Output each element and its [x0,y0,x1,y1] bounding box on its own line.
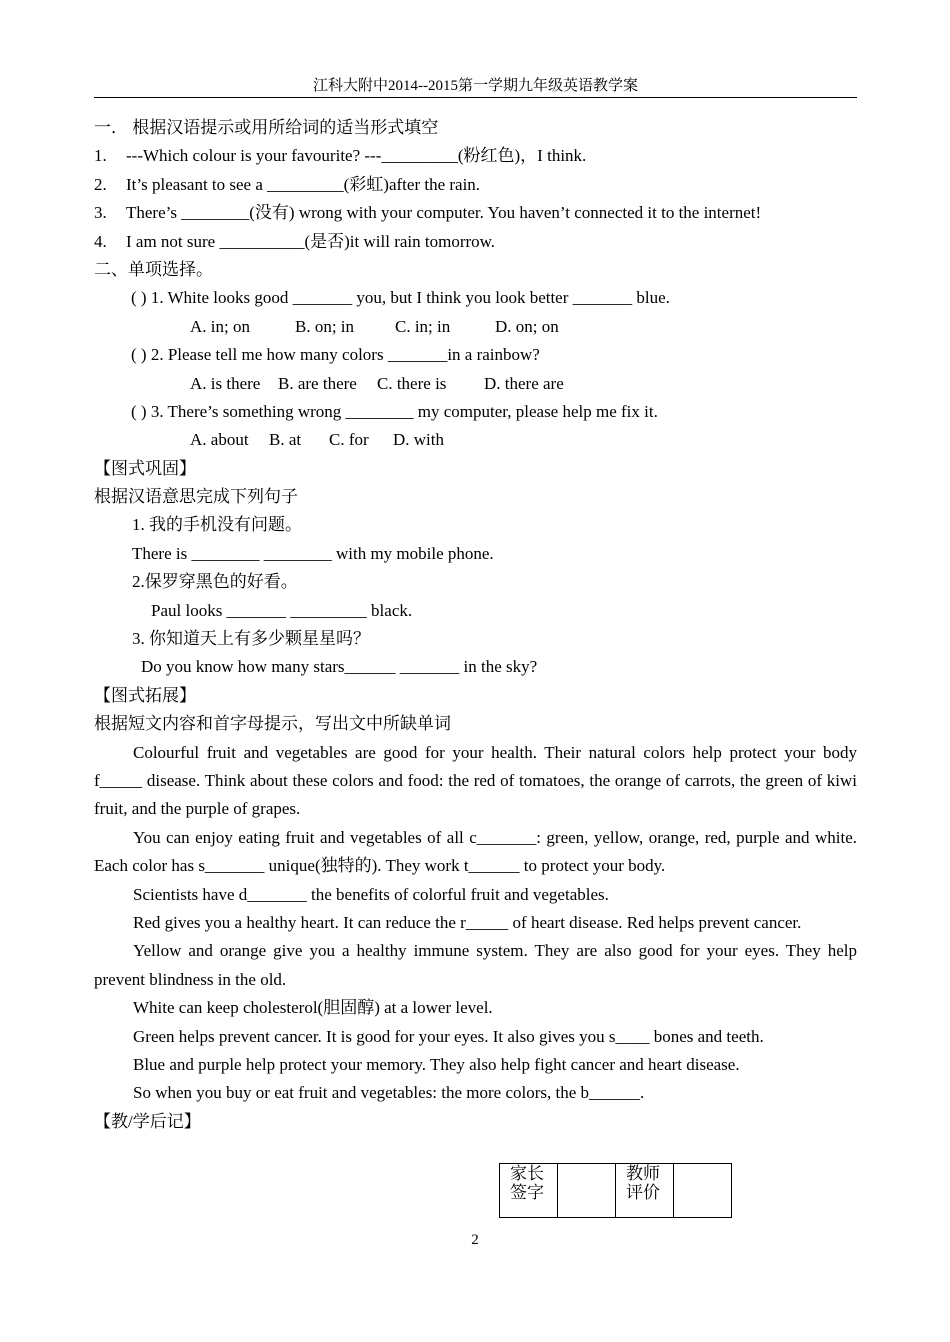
translation-en: There is ________ ________ with my mobile phone. [132,543,494,563]
parent-signature-cell [558,1164,616,1218]
item-text: There’s ________(没有) wrong with your computer. You haven’t connected it to the internet! [126,203,762,223]
option: B. are there [278,373,357,393]
translation-en: Paul looks _______ _________ black. [151,600,413,620]
option: B. on; in [295,316,355,336]
item-number: 4. [94,231,107,251]
header-rule [94,97,857,98]
question-options [94,426,857,454]
passage-paragraph: You can enjoy eating fruit and vegetables of all c_______: green, yellow, orange, red, purple and white. Each color has s_______ unique(独特的). They work t______ to protect your body. [94,827,857,876]
option: B. at [269,430,302,450]
option: D. on; on [495,316,559,336]
section3-title: 【图式巩固】 [94,458,196,478]
passage-paragraph: Green helps prevent cancer. It is good for your eyes. It also gives you s____ bones and teeth. [133,1026,764,1046]
option: A. about [190,430,249,450]
section1-title: 一． 根据汉语提示或用所给词的适当形式填空 [94,118,439,137]
translation-cn: 2.保罗穿黑色的好看。 [132,572,298,592]
passage-paragraph: Scientists have d_______ the benefits of colorful fruit and vegetables. [133,884,609,904]
question-stem: ( ) 1. White looks good _______ you, but I think you look better _______ blue. [131,288,670,308]
question-options [94,313,857,341]
option: D. with [393,430,444,450]
fill-item [94,142,857,170]
option: A. in; on [190,316,250,336]
item-text: I am not sure __________(是否)it will rain tomorrow. [126,231,496,251]
translation-en: Do you know how many stars______ _______ in the sky? [141,657,538,677]
passage-paragraph: Colourful fruit and vegetables are good for your health. Their natural colors help protect your body f_____ disease. Think about these colors and food: the red of tomatoes, the orange of carrots, the green of kiwi fruit, and the purple of grapes. [94,742,857,819]
section2-title: 二、单项选择。 [94,259,213,279]
passage-paragraph: So when you buy or eat fruit and vegetables: the more colors, the b______. [133,1083,645,1103]
option: C. in; in [395,316,451,336]
passage-paragraph: Red gives you a healthy heart. It can reduce the r_____ of heart disease. Red helps prevent cancer. [133,913,802,933]
passage-paragraph: White can keep cholesterol(胆固醇) at a lower level. [133,998,493,1018]
question-stem: ( ) 3. There’s something wrong ________ my computer, please help me fix it. [131,401,658,421]
page-number: 2 [471,1232,479,1248]
section5-title: 【教/学后记】 [94,1111,201,1131]
page-header: 江科大附中2014--2015第一学期九年级英语教学案 [313,78,638,94]
fill-item [94,199,857,227]
section4-instruction: 根据短文内容和首字母提示，写出文中所缺单词 [94,714,451,734]
item-number: 3. [94,203,107,223]
teacher-evaluation-label: 教师 评价 [616,1164,674,1218]
item-number: 2. [94,174,107,194]
option: A. is there [190,373,261,393]
parent-signature-label: 家长 签字 [500,1164,558,1218]
section3-instruction: 根据汉语意思完成下列句子 [94,487,298,507]
question-options [94,370,857,398]
translation-cn: 1. 我的手机没有问题。 [132,515,302,535]
signature-table [499,1163,732,1218]
teacher-evaluation-cell [674,1164,732,1218]
item-text: It’s pleasant to see a _________(彩虹)after the rain. [126,174,481,194]
translation-cn: 3. 你知道天上有多少颗星星吗？ [132,629,370,649]
fill-item [94,171,857,199]
fill-item [94,228,857,256]
option: C. for [329,430,369,450]
item-number: 1. [94,146,107,166]
passage-paragraph: Blue and purple help protect your memory. They also help fight cancer and heart disease. [133,1055,740,1075]
item-text: ---Which colour is your favourite? ---_________(粉红色)，I think. [126,146,587,166]
option: D. there are [484,373,564,393]
passage-paragraph: Yellow and orange give you a healthy immune system. They are also good for your eyes. They help prevent blindness in the old. [94,941,857,989]
section4-title: 【图式拓展】 [94,685,196,705]
option: C. there is [377,373,447,393]
question-stem: ( ) 2. Please tell me how many colors _______in a rainbow? [131,345,540,365]
worksheet-content [94,114,857,1136]
